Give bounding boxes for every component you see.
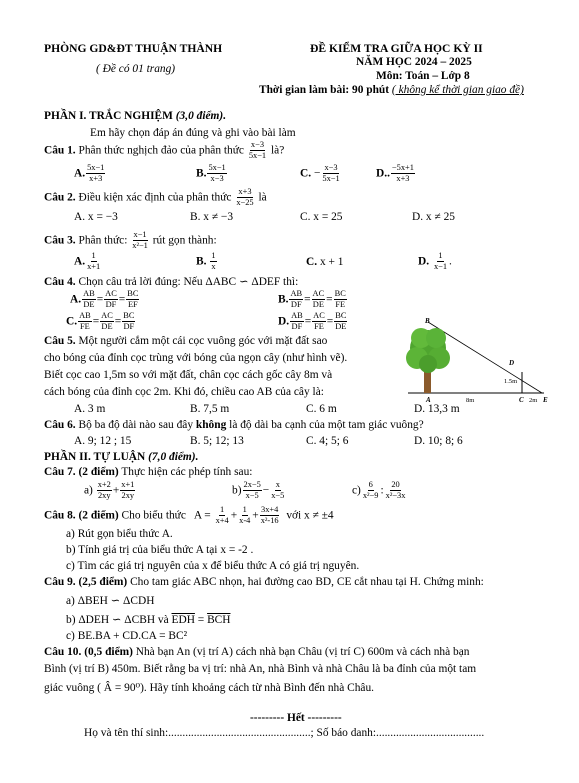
q3-label: Câu 3.	[44, 234, 76, 247]
label-stake-height: 1.5m	[504, 378, 518, 385]
department: PHÒNG GD&ĐT THUẬN THÀNH	[44, 42, 223, 55]
q1-stem: Câu 1. Phân thức nghịch đảo của phân thức $\frac{x-3}{5x-1}$ là?	[44, 140, 285, 161]
part2-points: (7,0 điểm).	[148, 451, 199, 463]
q5-line-1: Câu 5. Một người cắm một cái cọc vuông góc với mặt đất sao	[44, 335, 328, 347]
q2-option-c: C. x = 25	[300, 211, 343, 223]
part1-heading	[44, 110, 226, 122]
label-D: D	[509, 359, 515, 367]
q5-option-c: C. 6 m	[306, 403, 337, 415]
q8-item-a: a) Rút gọn biểu thức A.	[66, 528, 173, 540]
pages-note: ( Đề có 01 trang)	[96, 63, 176, 75]
q9-stem: Câu 9. (2,5 điểm) Cho tam giác ABC nhọn, hai đường cao BD, CE cắt nhau tại H. Chứng minh:	[44, 576, 484, 588]
q10-line-3: giác vuông ( Â = 90⁰). Hãy tính khoảng cách từ nhà Bình đến nhà Châu.	[44, 682, 375, 694]
part2-heading	[44, 451, 198, 463]
q10-line-1: Câu 10. (0,5 điểm) Nhà bạn An (vị trí A) cách nhà bạn Châu (vị trí C) 600m và cách nhà bạn	[44, 646, 470, 658]
q5-line-2: cho bóng của đỉnh cọc trùng với bóng của ngọn cây (như hình vẽ).	[44, 352, 348, 364]
tree-shadow-figure	[398, 314, 558, 404]
q7-label: Câu 7. (2 điểm)	[44, 466, 119, 478]
end-marker: --------- Hết ---------	[250, 712, 342, 724]
school-year: NĂM HỌC 2024 – 2025	[356, 56, 472, 68]
q5-option-d: D. 13,3 m	[414, 403, 460, 415]
q6-option-a: A. 9; 12 ; 15	[74, 435, 132, 447]
q2-label: Câu 2.	[44, 191, 76, 204]
time-line	[259, 84, 524, 96]
label-E: E	[543, 396, 548, 404]
part1-instruction: Em hãy chọn đáp án đúng và ghi vào bài làm	[90, 127, 296, 139]
q3-option-d: D. $\frac{1}{x-1}$ .	[418, 251, 452, 272]
q3-option-b: B. $\frac{1}{x}$	[196, 251, 216, 272]
part1-points: (3,0 điểm).	[175, 110, 227, 122]
q2-stem: Câu 2. Điều kiện xác định của phân thức $\frac{x+3}{x-25}$ là	[44, 187, 267, 208]
subject: Môn: Toán – Lớp 8	[376, 70, 470, 82]
q5-option-a: A. 3 m	[74, 403, 106, 415]
q1-text: Phân thức nghịch đảo của phân thức	[78, 144, 244, 157]
q6-option-d: D. 10; 8; 6	[414, 435, 463, 447]
label-ac-distance: 8m	[466, 397, 475, 404]
q7-stem: Câu 7. (2 điểm) Thực hiện các phép tính sau:	[44, 466, 253, 478]
q3-fraction: $\frac{x-1}{\text{x²−1}}$	[132, 230, 148, 251]
q1-option-b: B. $\frac{5x-1}{x-3}$	[196, 163, 226, 184]
q3-stem: Câu 3. Phân thức: $\frac{x-1}{\text{x²−1}}$ rút gọn thành:	[44, 230, 217, 251]
q5-line-3: Biết cọc cao 1,5m so với mặt đất, chân cọc cách gốc cây 8m và	[44, 369, 333, 381]
q5-line-4: cách bóng của đỉnh cọc 2m. Khi đó, chiều cao AB của cây là:	[44, 386, 324, 398]
time: Thời gian làm bài: 90 phút	[259, 84, 390, 96]
part1-title: PHẦN I. TRẮC NGHIỆM	[44, 110, 173, 122]
q7-part-b: b) $\frac{2x-5}{x-5}$ − $\frac{x}{x-5}$	[232, 480, 285, 501]
tree-trunk	[424, 370, 431, 393]
q4-option-d: D. $\frac{AB}{DF}$ = $\frac{AC}{FE}$ = $\frac{BC}{DE}$	[278, 311, 347, 332]
q1-option-d: D.. $\frac{-5x+1}{x+3}$	[376, 163, 414, 184]
tree-crown-icon	[406, 328, 450, 373]
label-ce-distance: 2m	[529, 397, 538, 404]
q6-stem: Câu 6. Bộ ba độ dài nào sau đây không là độ dài ba cạnh của một tam giác vuông?	[44, 419, 424, 431]
candidate-info-line: Họ và tên thí sinh:..................................................; Số báo danh:......................................	[84, 727, 485, 739]
q7-part-c: c) $\frac{6}{\text{x²−9}}$ : $\frac{20}{\text{x²−3x}}$	[352, 480, 406, 501]
exam-title: ĐỀ KIỂM TRA GIỮA HỌC KỲ II	[310, 42, 483, 55]
q1-option-a: A. $\frac{5x-1}{x+3}$	[74, 163, 105, 184]
label-B: B	[425, 317, 430, 325]
q7-part-a: a) $\frac{x+2}{2xy}$ + $\frac{x+1}{2xy}$	[84, 480, 135, 501]
q1-label: Câu 1.	[44, 144, 76, 157]
q8-item-c: c) Tìm các giá trị nguyên của x để biểu thức A có giá trị nguyên.	[66, 560, 360, 572]
q5-option-b: B. 7,5 m	[190, 403, 230, 415]
time-note: ( không kể thời gian giao đề)	[391, 84, 524, 96]
q4-label: Câu 4.	[44, 276, 76, 288]
q2-option-a: A. x = −3	[74, 211, 118, 223]
q6-option-b: B. 5; 12; 13	[190, 435, 244, 447]
q9-part-a: a) ΔBEH ∽ ΔCDH	[66, 595, 155, 607]
q9-part-b: b) ΔDEH ∽ ΔCBH và $\overline{EDH} = \overline{BCH}$	[66, 614, 231, 626]
q4-option-a: A. $\frac{AB}{DE}$ = $\frac{AC}{DF}$ = $\frac{BC}{EF}$	[70, 289, 139, 310]
q2-option-b: B. x ≠ −3	[190, 211, 234, 223]
q10-line-2: Bình (vị trí B) 450m. Biết rằng ba vị trí: nhà An, nhà Bình và nhà Châu là ba đỉnh của một tam	[44, 663, 477, 675]
q8-item-b: b) Tính giá trị của biểu thức A tại x = -2 .	[66, 544, 254, 556]
q9-label: Câu 9. (2,5 điểm)	[44, 576, 128, 588]
part2-title: PHẦN II. TỰ LUẬN	[44, 451, 146, 463]
label-C: C	[519, 396, 524, 404]
q2-option-d: D. x ≠ 25	[412, 211, 455, 223]
q10-label: Câu 10. (0,5 điểm)	[44, 646, 133, 658]
q2-fraction: $\frac{x+3}{x-25}$	[236, 187, 254, 208]
q3-option-a: A. $\frac{1}{x+1}$	[74, 251, 101, 272]
q8-label: Câu 8. (2 điểm)	[44, 509, 119, 522]
q4-option-c: C. $\frac{AB}{FE}$ = $\frac{AC}{DE}$ = $\frac{BC}{DF}$	[66, 311, 135, 332]
q9-part-c: c) BE.BA + CD.CA = BC²	[66, 630, 188, 642]
q6-label: Câu 6.	[44, 419, 76, 431]
q8-stem: Câu 8. (2 điểm) Cho biểu thức A = $\frac{1}{x+4}$ + $\frac{1}{x-4}$ + $\frac{3x+4}{\text{x²-16}}$ với x ≠ ±4	[44, 505, 334, 526]
q6-option-c: C. 4; 5; 6	[306, 435, 349, 447]
q1-option-c: C. − $\frac{x-3}{5x-1}$	[300, 163, 340, 184]
q4-option-b: B. $\frac{AB}{DF}$ = $\frac{AC}{DE}$ = $\frac{BC}{FE}$	[278, 289, 346, 310]
q1-fraction: $\frac{x-3}{5x-1}$	[248, 140, 267, 161]
label-A: A	[426, 396, 431, 404]
q3-option-c: C. x + 1	[306, 256, 344, 268]
q4-stem: Câu 4. Chọn câu trả lời đúng: Nếu ΔABC ∽ ΔDEF thì:	[44, 276, 299, 288]
